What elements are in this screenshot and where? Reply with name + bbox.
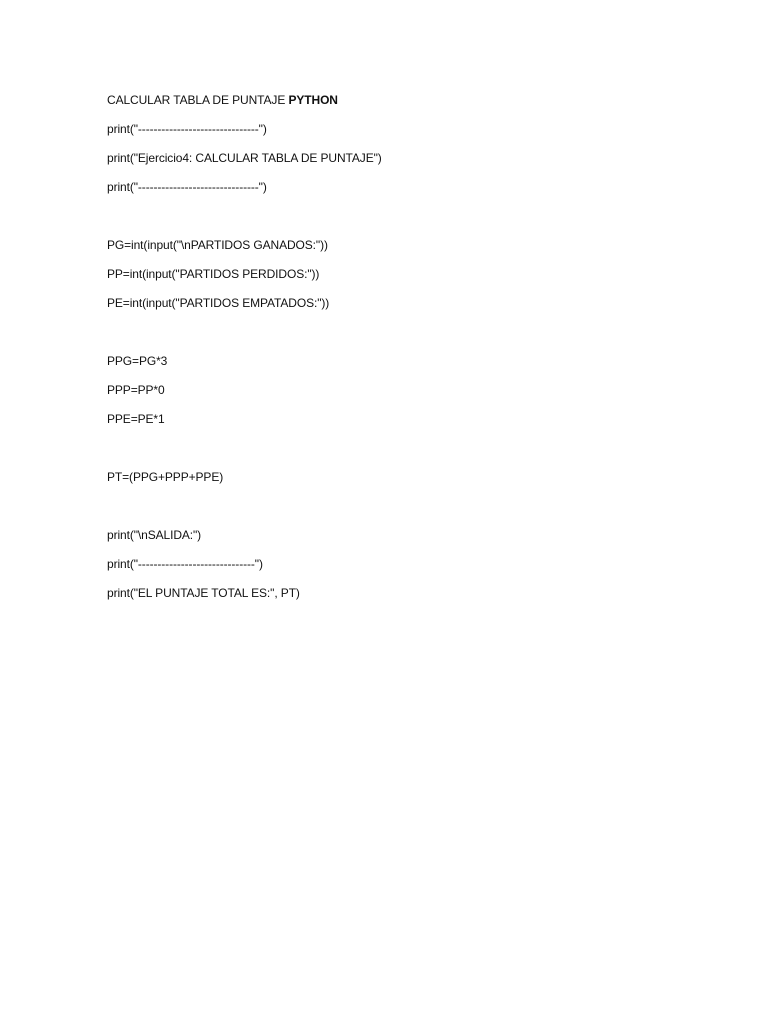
blank-line — [107, 206, 707, 235]
code-line: PPP=PP*0 — [107, 383, 165, 397]
blank-line — [107, 496, 707, 525]
code-line: print("Ejercicio4: CALCULAR TABLA DE PUNTAJE") — [107, 151, 382, 165]
code-line: PG=int(input("\nPARTIDOS GANADOS:")) — [107, 238, 328, 252]
title-bold-text: PYTHON — [288, 93, 338, 107]
blank-line — [107, 438, 707, 467]
blank-line — [107, 322, 707, 351]
title-text: CALCULAR TABLA DE PUNTAJE — [107, 93, 289, 107]
code-line: print("\nSALIDA:") — [107, 528, 202, 542]
code-line: print("------------------------------") — [107, 557, 263, 571]
code-line: PPE=PE*1 — [107, 412, 165, 426]
code-line: PE=int(input("PARTIDOS EMPATADOS:")) — [107, 296, 330, 310]
document-content — [107, 90, 707, 612]
document-title — [107, 90, 707, 119]
code-line: print("EL PUNTAJE TOTAL ES:", PT) — [107, 586, 300, 600]
code-line: PP=int(input("PARTIDOS PERDIDOS:")) — [107, 267, 320, 281]
code-line: print("-------------------------------") — [107, 180, 267, 194]
code-line: print("-------------------------------") — [107, 122, 267, 136]
code-line: PT=(PPG+PPP+PPE) — [107, 470, 224, 484]
code-line: PPG=PG*3 — [107, 354, 168, 368]
